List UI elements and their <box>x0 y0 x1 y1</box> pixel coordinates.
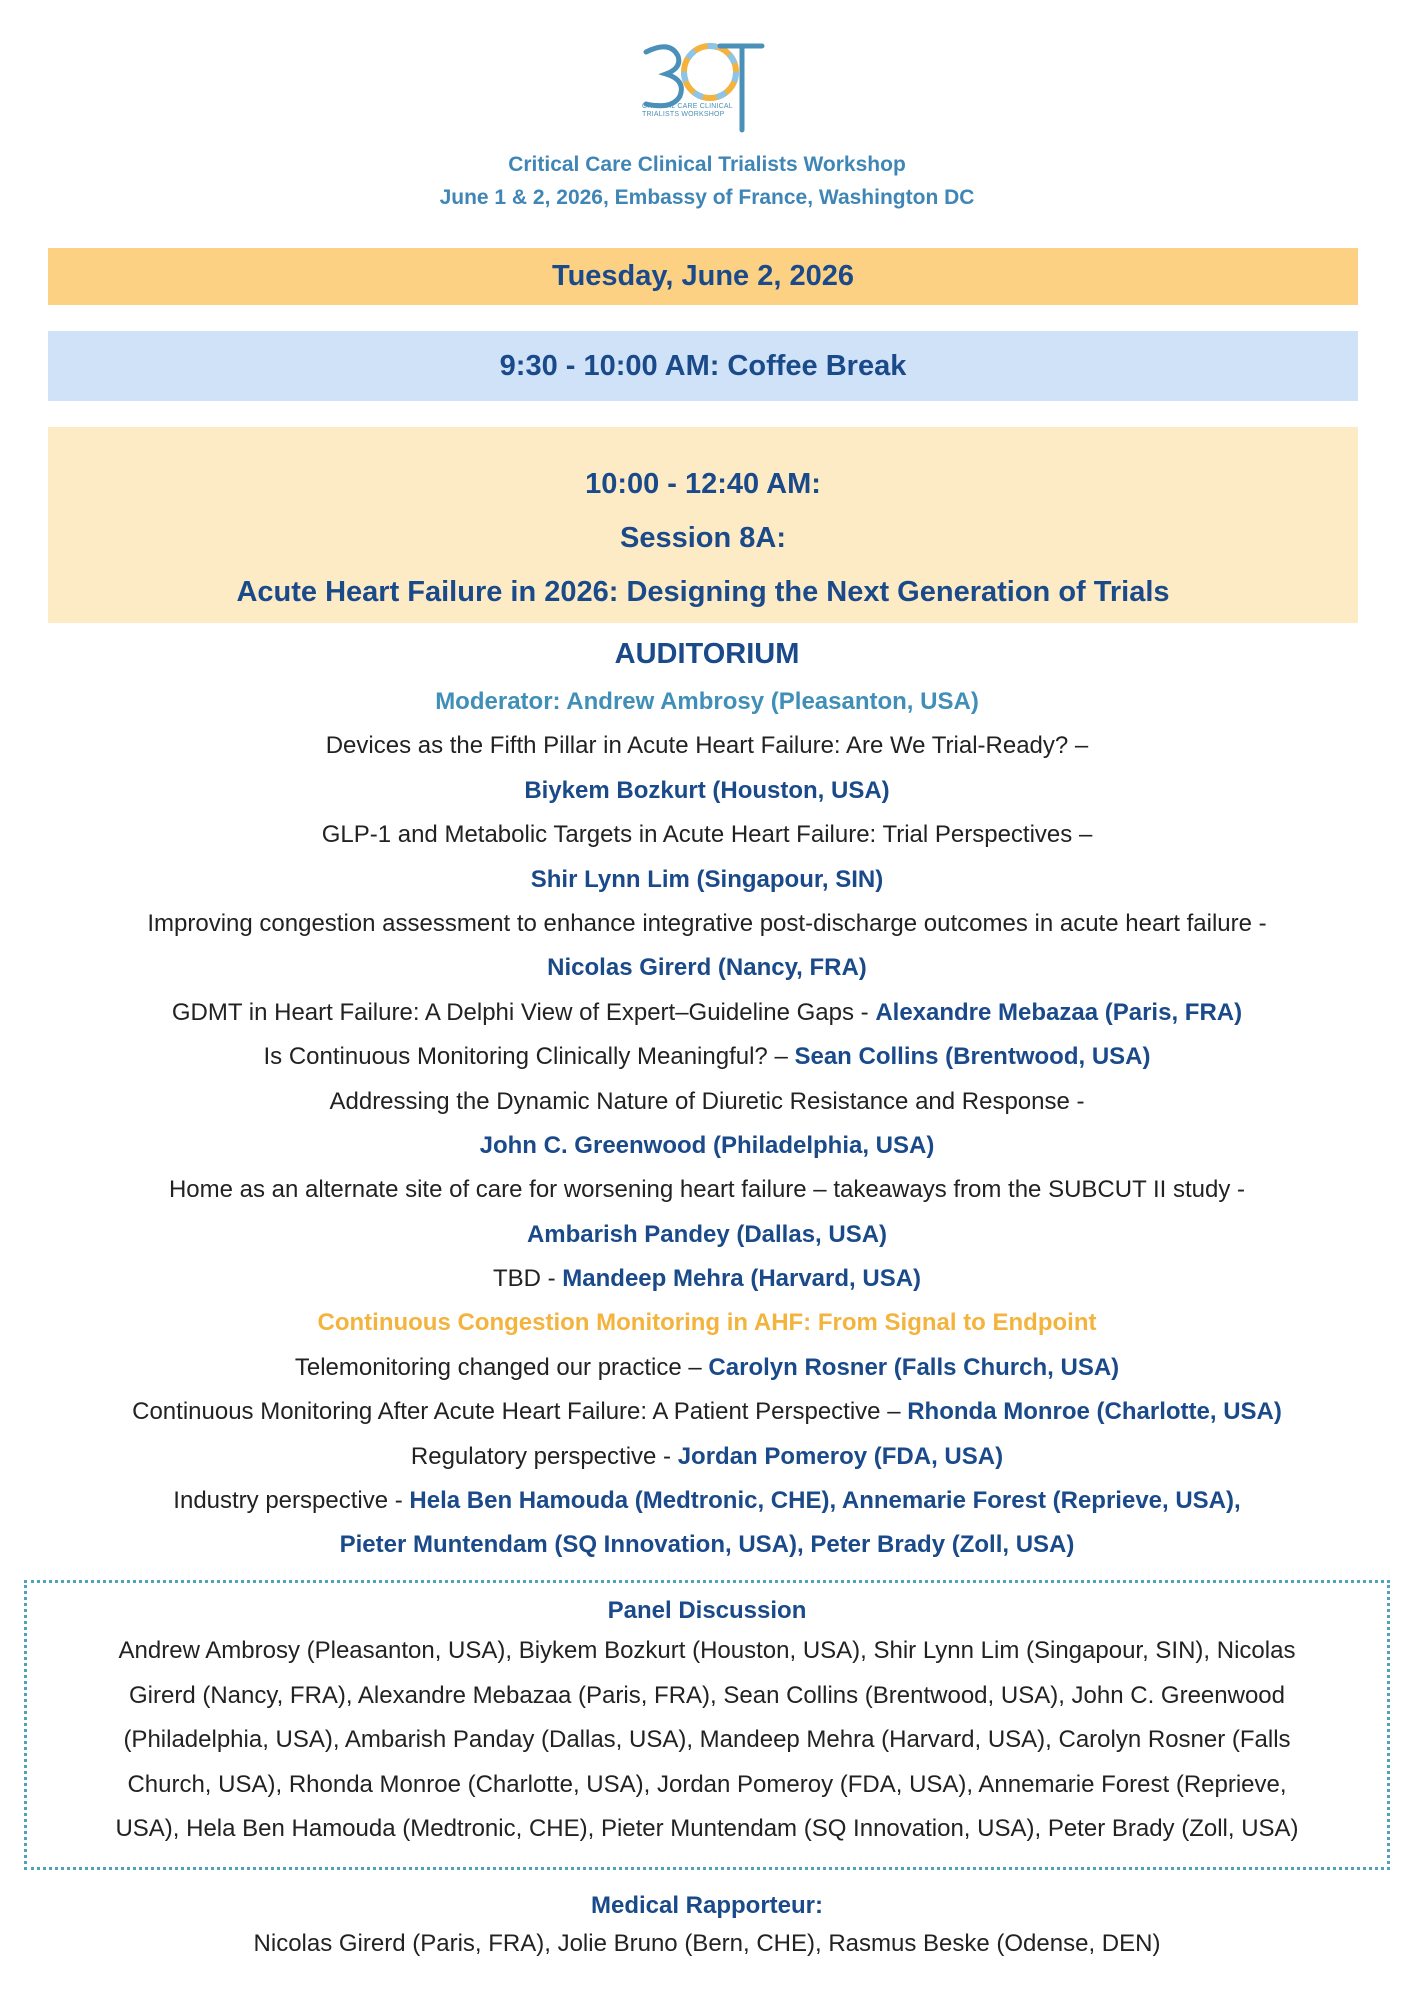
session-banner <box>48 427 1358 623</box>
moderator: Moderator: Andrew Ambrosy (Pleasanton, USA) <box>435 688 979 715</box>
session-time: 10:00 - 12:40 AM: <box>585 468 821 500</box>
panel-line: Andrew Ambrosy (Pleasanton, USA), Biykem Bozkurt (Houston, USA), Shir Lynn Lim (Singapour, SIN), Nicolas <box>118 1637 1296 1664</box>
talk-speaker: Jordan Pomeroy (FDA, USA) <box>677 1442 1004 1470</box>
panel-line: USA), Hela Ben Hamouda (Medtronic, CHE), Pieter Muntendam (SQ Innovation, USA), Peter Brady (Zoll, USA) <box>115 1815 1299 1843</box>
talk-title: TBD - <box>492 1265 563 1293</box>
talk-title: GDMT in Heart Failure: A Delphi View of Expert–Guideline Gaps - <box>171 998 876 1026</box>
talk-line <box>0 1435 1414 1479</box>
talk-title: Regulatory perspective - <box>410 1442 678 1470</box>
panel-line: (Philadelphia, USA), Ambarish Panday (Dallas, USA), Mandeep Mehra (Harvard, USA), Carolyn Rosner (Falls <box>123 1726 1291 1754</box>
talk-speaker: Alexandre Mebazaa (Paris, FRA) <box>875 998 1243 1026</box>
talk-speaker: Pieter Muntendam (SQ Innovation, USA), Peter Brady (Zoll, USA) <box>339 1531 1075 1559</box>
talk-line <box>0 1479 1414 1523</box>
talk-line <box>0 1390 1414 1434</box>
event-header <box>0 148 1414 214</box>
panel-discussion-box <box>24 1580 1390 1870</box>
talk-speaker: John C. Greenwood (Philadelphia, USA) <box>479 1131 935 1159</box>
day-banner: Tuesday, June 2, 2026 <box>48 248 1358 305</box>
talk-speaker: Hela Ben Hamouda (Medtronic, CHE), Annemarie Forest (Reprieve, USA), <box>409 1487 1241 1515</box>
talk-title: Continuous Monitoring After Acute Heart Failure: A Patient Perspective – <box>132 1398 908 1426</box>
talk-title: GLP-1 and Metabolic Targets in Acute Heart Failure: Trial Perspectives – <box>321 821 1093 849</box>
talk-title: Industry perspective - <box>173 1487 410 1515</box>
talk-line <box>0 1346 1414 1390</box>
session-name: Session 8A: <box>620 522 786 554</box>
talk-line <box>0 1257 1414 1301</box>
panel-line: Girerd (Nancy, FRA), Alexandre Mebazaa (Paris, FRA), Sean Collins (Brentwood, USA), John C. Greenwood <box>128 1681 1285 1709</box>
event-title: Critical Care Clinical Trialists Workshop <box>508 153 906 176</box>
session-title: Acute Heart Failure in 2026: Designing the Next Generation of Trials <box>236 576 1170 608</box>
talk-speaker: Rhonda Monroe (Charlotte, USA) <box>907 1398 1282 1426</box>
talk-title: Devices as the Fifth Pillar in Acute Heart Failure: Are We Trial-Ready? – <box>325 732 1089 760</box>
logo-caption: CRITICAL CARE CLINICAL TRIALISTS WORKSHOP <box>642 103 733 118</box>
talk-speaker: Carolyn Rosner (Falls Church, USA) <box>708 1353 1120 1381</box>
workshop-logo <box>632 38 782 138</box>
talk-title: Home as an alternate site of care for worsening heart failure – takeaways from the SUBCUT II study - <box>168 1176 1246 1204</box>
talk-speaker: Nicolas Girerd (Nancy, FRA) <box>547 954 867 982</box>
rapporteur-title: Medical Rapporteur: <box>590 1892 824 1919</box>
talk-speaker: Biykem Bozkurt (Houston, USA) <box>524 776 890 804</box>
panel-title: Panel Discussion <box>607 1597 807 1624</box>
talk-speaker: Mandeep Mehra (Harvard, USA) <box>562 1265 922 1293</box>
talk-speaker: Shir Lynn Lim (Singapour, SIN) <box>530 865 884 893</box>
rapporteur-names: Nicolas Girerd (Paris, FRA), Jolie Bruno (Bern, CHE), Rasmus Beske (Odense, DEN) <box>253 1930 1161 1957</box>
medical-rapporteur <box>0 1888 1414 1964</box>
talk-title: Is Continuous Monitoring Clinically Meaningful? – <box>263 1043 795 1071</box>
talk-title: Improving congestion assessment to enhance integrative post-discharge outcomes in acute heart failure - <box>147 909 1267 937</box>
talk-speaker: Sean Collins (Brentwood, USA) <box>794 1043 1151 1071</box>
panel-members <box>27 1629 1387 1852</box>
room-name: AUDITORIUM <box>614 638 800 670</box>
talk-title: Addressing the Dynamic Nature of Diuretic Resistance and Response - <box>329 1087 1085 1115</box>
talk-line <box>0 991 1414 1035</box>
talk-speaker: Ambarish Pandey (Dallas, USA) <box>526 1220 888 1248</box>
talk-title: Telemonitoring changed our practice – <box>294 1353 709 1381</box>
panel-line: Church, USA), Rhonda Monroe (Charlotte, USA), Jordan Pomeroy (FDA, USA), Annemarie Forest (Reprieve, <box>127 1770 1287 1798</box>
coffee-break-banner: 9:30 - 10:00 AM: Coffee Break <box>48 331 1358 401</box>
talk-line <box>0 1035 1414 1079</box>
subsession-title: Continuous Congestion Monitoring in AHF: From Signal to Endpoint <box>317 1309 1097 1337</box>
session-program <box>0 628 1414 1568</box>
event-subtitle: June 1 & 2, 2026, Embassy of France, Washington DC <box>439 186 975 209</box>
